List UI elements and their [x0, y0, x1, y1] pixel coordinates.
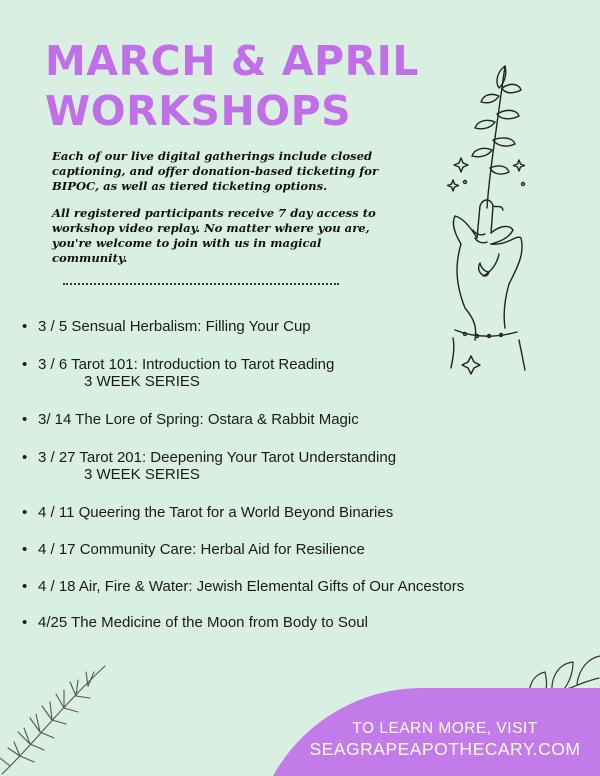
cta-block — [300, 718, 590, 760]
bullet-icon: • — [22, 541, 28, 558]
bullet-icon: • — [22, 449, 28, 466]
bullet-icon: • — [22, 504, 28, 521]
page-title — [45, 36, 419, 136]
workshop-title: 3 / 27 Tarot 201: Deepening Your Tarot Understanding — [38, 449, 397, 466]
bullet-icon: • — [22, 411, 28, 428]
herb-sprig-icon — [0, 658, 120, 776]
workshop-title: 3/ 14 The Lore of Spring: Ostara & Rabbit Magic — [38, 411, 359, 428]
intro-text — [52, 149, 382, 278]
workshop-title: 4 / 11 Queering the Tarot for a World Beyond Binaries — [38, 504, 394, 521]
workshop-title: 3 / 5 Sensual Herbalism: Filling Your Cup — [38, 318, 311, 335]
workshop-title: 4/25 The Medicine of the Moon from Body to Soul — [38, 614, 368, 631]
workshop-subtitle: 3 WEEK SERIES — [84, 373, 200, 390]
bullet-icon: • — [22, 614, 28, 631]
title-line-1: MARCH & APRIL — [45, 37, 420, 85]
bullet-icon: • — [22, 356, 28, 373]
intro-paragraph: All registered participants receive 7 day access to workshop video replay. No matter where you are, you're welcome to join with us in magical community. — [52, 206, 376, 265]
bullet-icon: • — [22, 578, 28, 595]
hand-sprig-icon — [425, 58, 555, 378]
intro-paragraph: Each of our live digital gatherings include closed captioning, and offer donation-based ticketing for BIPOC, as well as tiered ticketing options. — [52, 149, 379, 193]
cta-heading: TO LEARN MORE, VISIT — [352, 720, 538, 737]
workshop-subtitle: 3 WEEK SERIES — [84, 466, 200, 483]
title-line-2: WORKSHOPS — [45, 87, 352, 135]
bullet-icon: • — [22, 318, 28, 335]
workshop-title: 4 / 18 Air, Fire & Water: Jewish Elemental Gifts of Our Ancestors — [38, 578, 465, 595]
website-link[interactable]: SEAGRAPEAPOTHECARY.COM — [309, 739, 581, 759]
workshop-title: 3 / 6 Tarot 101: Introduction to Tarot Reading — [38, 356, 335, 373]
dotted-divider — [63, 283, 339, 285]
workshop-title: 4 / 17 Community Care: Herbal Aid for Resilience — [38, 541, 365, 558]
